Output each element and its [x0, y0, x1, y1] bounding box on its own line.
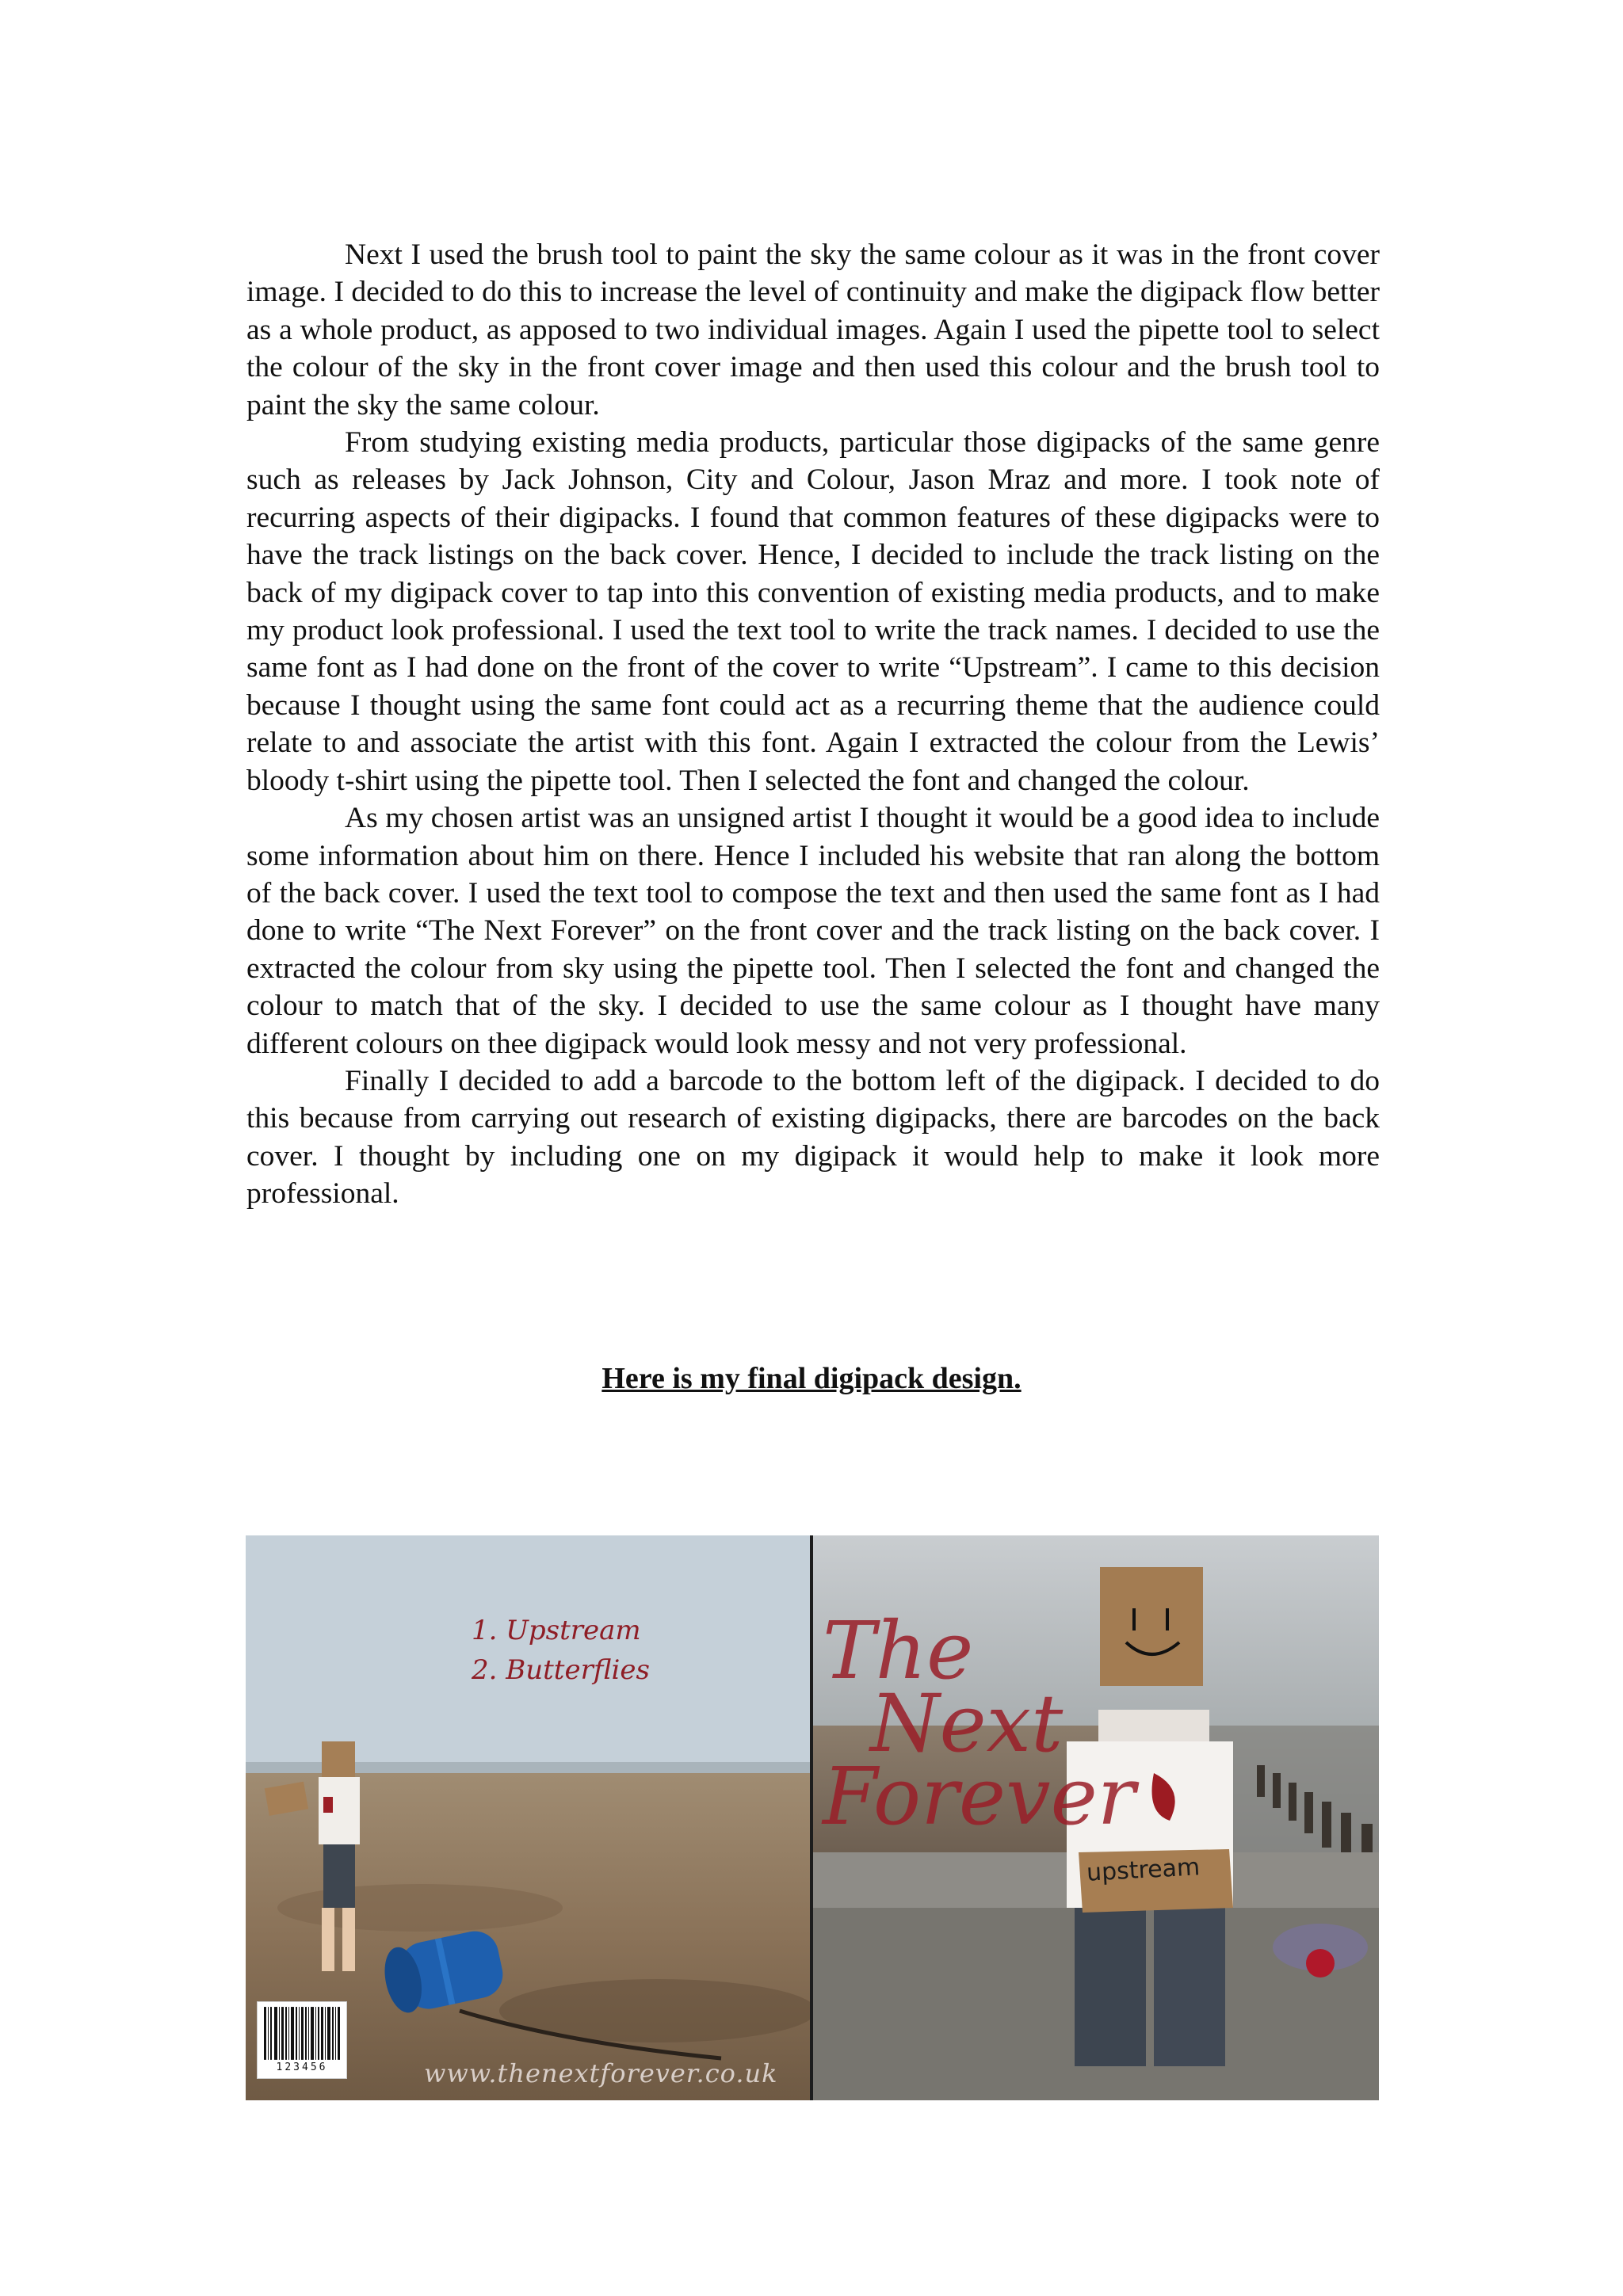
barcode [257, 2001, 347, 2079]
front-cover [813, 1535, 1379, 2100]
document-body [246, 236, 1380, 1213]
album-title [823, 1604, 1136, 1843]
paragraph-track-listing: From studying existing media products, particular those digipacks of the same genre such as releases by Jack Johnson, City and Colour, Jason Mraz and more. I took note of recurring aspects of their digipacks. I found that common features of these digipacks were to have the track listings on the back cover. Hence, I decided to include the track listing on the back of my digipack cover to tap into this convention of existing media products, and to make my product look professional. I used the text tool to write the track names. I decided to use the same font as I had done on the front of the cover to write “Upstream”. I came to this decision because I thought using the same font could act as a recurring theme that the audience could relate to and associate the artist with this font. Again I extracted the colour from the Lewis’ bloody t-shirt using the pipette tool. Then I selected the font and changed the colour. [246, 426, 1380, 797]
digipack-image [246, 1535, 1379, 2100]
barcode-number: 123456 [276, 2061, 328, 2073]
track-item: 1. Upstream [472, 1615, 641, 1646]
paragraph-website: As my chosen artist was an unsigned artist I thought it would be a good idea to include some information about him on there. Hence I included his website that ran along the bottom of the back cover. I used the text tool to compose the text and then used the same font as I had done to write “The Next Forever” on the front cover and the track listing on the back cover. I extracted the colour from sky using the pipette tool. Then I selected the font and changed the colour to match that of the sky. I decided to use the same colour as I thought have many different colours on thee digipack would look messy and not very professional. [246, 802, 1380, 1060]
paragraph-brush-tool: Next I used the brush tool to paint the sky the same colour as it was in the front cover image. I decided to do this to increase the level of continuity and make the digipack flow better as a whole product, as apposed to two individual images. Again I used the pipette tool to select the colour of the sky in the front cover image and then used this colour and the brush tool to paint the sky the same colour. [246, 238, 1380, 421]
sign-text: upstream [1086, 1853, 1201, 1887]
album-title-line: Next [870, 1677, 1064, 1770]
track-item: 2. Butterflies [472, 1654, 650, 1686]
final-design-heading: Here is my final digipack design. [601, 1362, 1022, 1395]
track-list [472, 1611, 650, 1690]
website-text: www.thenextforever.co.uk [424, 2058, 778, 2088]
album-title-line: Forever [823, 1750, 1136, 1843]
back-cover [246, 1535, 810, 2100]
barcode-icon [258, 2002, 346, 2061]
paragraph-barcode: Finally I decided to add a barcode to the bottom left of the digipack. I decided to do this because from carrying out research of existing digipacks, there are barcodes on the back cover. I thought by including one on my digipack it would help to make it look more professional. [246, 1064, 1380, 1211]
album-title-line: The [823, 1604, 974, 1697]
